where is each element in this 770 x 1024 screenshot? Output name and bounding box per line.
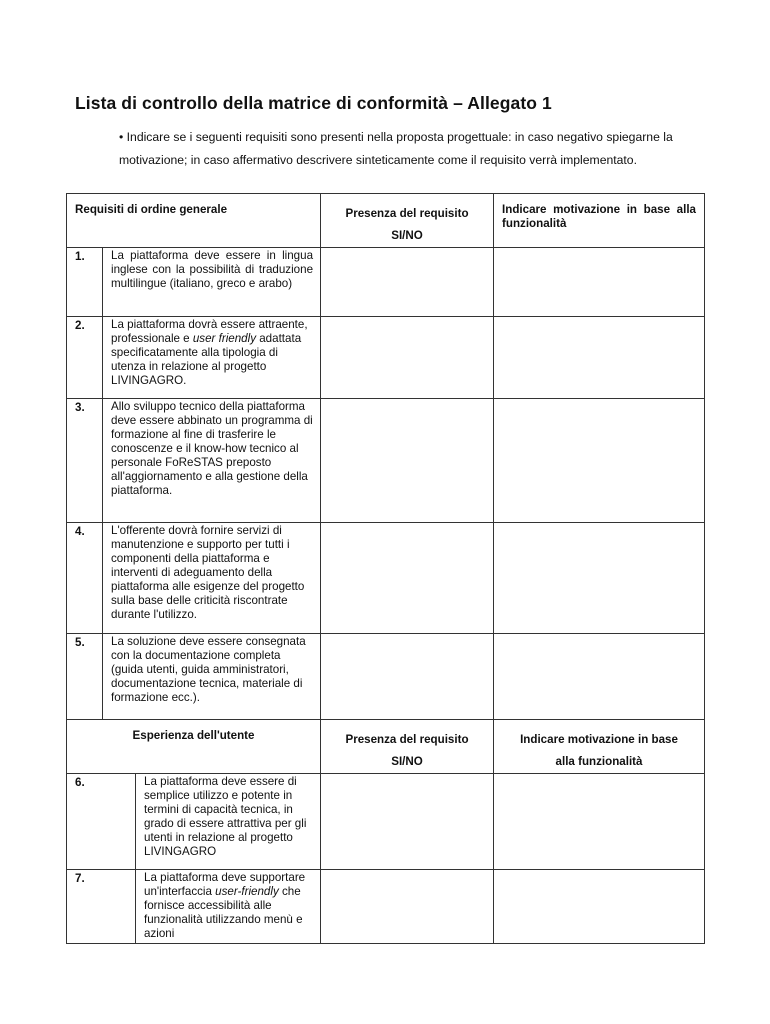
- header-motivation-line2: alla funzionalità: [555, 755, 643, 768]
- presence-cell[interactable]: [321, 774, 494, 870]
- header-motivation-line1: Indicare motivazione in base: [520, 733, 678, 746]
- presence-cell[interactable]: [321, 399, 494, 523]
- table-row: [67, 774, 705, 870]
- presence-cell[interactable]: [321, 523, 494, 634]
- header-general-requirements: Requisiti di ordine generale: [67, 194, 321, 248]
- requirement-text: Allo sviluppo tecnico della piattaforma deve essere abbinato un programma di formazione al fine di trasferire le conoscenze e il know-how tecnico al personale FoReSTAS preposto all'aggiornamento e alla gestione della piattaforma.: [103, 399, 321, 523]
- motivation-cell[interactable]: [494, 399, 705, 523]
- table-row: [67, 870, 705, 944]
- section-header-user-experience: [67, 720, 705, 774]
- table-row: [67, 634, 705, 720]
- row-number: 3.: [67, 399, 103, 523]
- requirement-text: [136, 870, 321, 944]
- header-presence-label: Presenza del requisito: [345, 207, 469, 220]
- row-number: 4.: [67, 523, 103, 634]
- row-number: 7.: [67, 870, 136, 944]
- requirement-text: La soluzione deve essere consegnata con la documentazione completa (guida utenti, guida amministratori, documentazione tecnica, materiale di formazione ecc.).: [103, 634, 321, 720]
- intro-instructions: • Indicare se i seguenti requisiti sono presenti nella proposta progettuale: in caso negativo spiegarne la motivazione; in caso affermativo descrivere sinteticamente come il requisito verrà implementato.: [119, 130, 673, 167]
- requirement-text-part: La piattaforma deve supportare un'interfaccia: [144, 871, 306, 898]
- requirement-text-emphasis: user friendly: [192, 332, 257, 345]
- row-number: 1.: [67, 248, 103, 317]
- header-presence-sino: SI/NO: [391, 229, 423, 242]
- page-title: Lista di controllo della matrice di conformità – Allegato 1: [75, 93, 552, 113]
- row-number: 2.: [67, 317, 103, 399]
- motivation-cell[interactable]: [494, 870, 705, 944]
- compliance-matrix-table: [66, 193, 705, 944]
- motivation-cell[interactable]: [494, 634, 705, 720]
- header-presence: [321, 720, 494, 774]
- requirement-text-part: che fornisce accessibilità alle funzionalità utilizzando menù e azioni: [144, 885, 303, 940]
- section-header-general: [67, 194, 705, 248]
- table-row: [67, 317, 705, 399]
- row-number: 5.: [67, 634, 103, 720]
- presence-cell[interactable]: [321, 248, 494, 317]
- header-user-experience: Esperienza dell'utente: [67, 720, 321, 774]
- requirement-text-part: La piattaforma dovrà essere attraente, professionale e: [111, 318, 308, 345]
- table-row: [67, 523, 705, 634]
- header-presence-label: Presenza del requisito: [345, 733, 469, 746]
- requirement-text: [103, 317, 321, 399]
- presence-cell[interactable]: [321, 870, 494, 944]
- header-motivation: Indicare motivazione in base alla funzionalità: [494, 194, 705, 248]
- requirement-text: La piattaforma deve essere di semplice utilizzo e potente in termini di capacità tecnica, in grado di essere attrattiva per gli utenti in relazione al progetto LIVINGAGRO: [136, 774, 321, 870]
- requirement-text: L'offerente dovrà fornire servizi di manutenzione e supporto per tutti i componenti della piattaforma e interventi di adeguamento della piattaforma alle esigenze del progetto sulla base delle criticità riscontrate durante l'utilizzo.: [103, 523, 321, 634]
- requirement-text-emphasis: user-friendly: [215, 885, 279, 898]
- presence-cell[interactable]: [321, 317, 494, 399]
- presence-cell[interactable]: [321, 634, 494, 720]
- motivation-cell[interactable]: [494, 248, 705, 317]
- header-motivation: [494, 720, 705, 774]
- motivation-cell[interactable]: [494, 317, 705, 399]
- header-presence: [321, 194, 494, 248]
- motivation-cell[interactable]: [494, 774, 705, 870]
- requirement-text-part: adattata specificatamente alla tipologia di utenza in relazione al progetto LIVINGAGRO.: [111, 332, 302, 387]
- table-row: [67, 399, 705, 523]
- table-row: [67, 248, 705, 317]
- header-presence-sino: SI/NO: [391, 755, 423, 768]
- motivation-cell[interactable]: [494, 523, 705, 634]
- requirement-text: La piattaforma deve essere in lingua inglese con la possibilità di traduzione multilingue (italiano, greco e arabo): [103, 248, 321, 317]
- row-number: 6.: [67, 774, 136, 870]
